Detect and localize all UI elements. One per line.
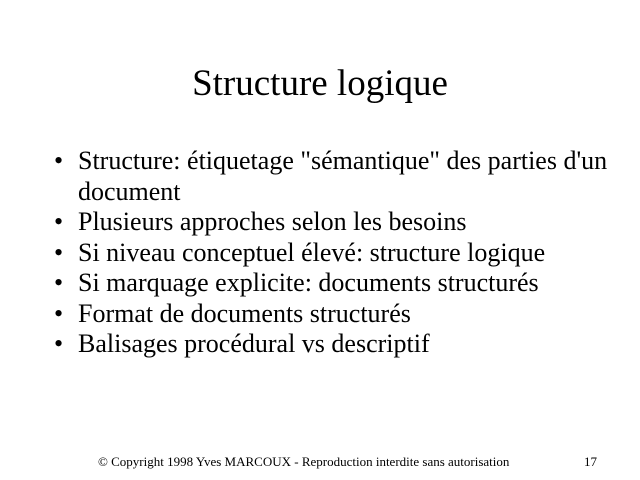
bullet-text: Format de documents structurés	[78, 298, 411, 328]
bullet-icon: •	[54, 237, 64, 267]
bullet-item	[52, 146, 632, 207]
slide-title: Structure logique	[192, 63, 448, 104]
bullet-text: Plusieurs approches selon les besoins	[78, 207, 467, 236]
bullet-icon: •	[54, 298, 64, 328]
footer-copyright: © Copyright 1998 Yves MARCOUX - Reproduction interdite sans autorisation	[98, 454, 510, 469]
bullet-icon: •	[54, 329, 64, 358]
bullet-text: Balisages procédural vs descriptif	[78, 329, 430, 358]
bullet-item	[52, 268, 632, 299]
bullet-item	[52, 329, 632, 360]
bullet-item	[52, 207, 632, 238]
bullet-text: Si marquage explicite: documents structurés	[78, 268, 539, 297]
bullet-icon: •	[54, 146, 64, 175]
bullet-icon: •	[54, 207, 64, 236]
bullet-item	[52, 238, 632, 269]
bullet-icon: •	[54, 268, 64, 297]
bullet-list	[52, 146, 632, 360]
page-number: 17	[584, 454, 597, 469]
bullet-text: Structure: étiquetage "sémantique" des parties d'un document	[78, 146, 608, 206]
bullet-text: Si niveau conceptuel élevé: structure logique	[78, 237, 546, 267]
bullet-item	[52, 299, 632, 330]
